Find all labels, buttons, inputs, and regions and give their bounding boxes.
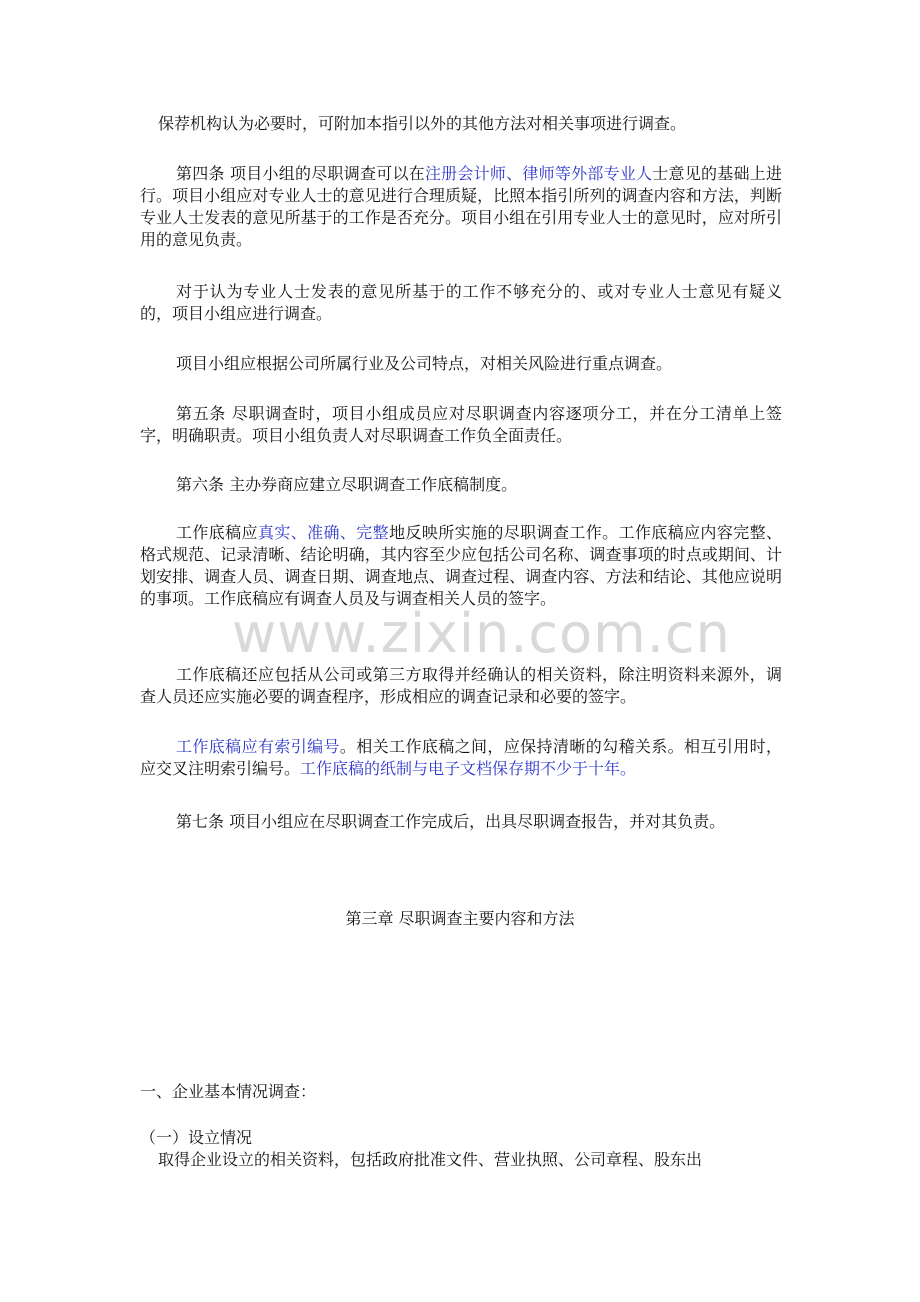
paragraph-methods: 保荐机构认为必要时，可附加本指引以外的其他方法对相关事项进行调查。: [158, 114, 687, 133]
paragraph-working-papers: 工作底稿应真实、准确、完整地反映所实施的尽职调查工作。工作底稿应内容完整、格式规范、记录清晰、结论明确，其内容至少应包括公司名称、调查事项的时点或期间、计划安排、调查人员、调查日期、调查地点、调查过程、调查内容、方法和结论、其他应说明的事项。工作底稿应有调查人员及与调查相关人员的签字。: [140, 523, 782, 608]
section-title: 一、企业基本情况调查：: [140, 1082, 317, 1101]
paragraph-article-4: 第四条 项目小组的尽职调查可以在注册会计师、律师等外部专业人士意见的基础上进行。项目小组应对专业人士的意见进行合理质疑，比照本指引所列的调查内容和方法，判断专业人士发表的意见所基于的工作是否充分。项目小组在引用专业人士的意见时，应对所引用的意见负责。: [140, 164, 782, 249]
chapter-title: 第三章 尽职调查主要内容和方法: [345, 909, 575, 928]
paragraph-article-6: 第六条 主办券商应建立尽职调查工作底稿制度。: [176, 475, 518, 494]
watermark: www.zixin.com.cn: [232, 602, 731, 665]
paragraph-article-5: 第五条 尽职调查时，项目小组成员应对尽职调查内容逐项分工，并在分工清单上签字，明确职责。项目小组负责人对尽职调查工作负全面责任。: [140, 404, 782, 445]
highlight-retention-period[interactable]: 工作底稿的纸制与电子文档保存期不少于十年。: [300, 759, 637, 778]
subsection-text: 取得企业设立的相关资料，包括政府批准文件、营业执照、公司章程、股东出: [158, 1150, 703, 1169]
paragraph-risk: 项目小组应根据公司所属行业及公司特点，对相关风险进行重点调查。: [176, 354, 673, 373]
highlight-true-accurate-complete[interactable]: 真实、准确、完整: [257, 523, 390, 542]
highlight-external-experts[interactable]: 注册会计师、律师等外部专业人: [424, 164, 653, 183]
paragraph-index: 工作底稿应有索引编号。相关工作底稿之间，应保持清晰的勾稽关系。相互引用时，应交叉注明索引编号。工作底稿的纸制与电子文档保存期不少于十年。: [140, 737, 782, 778]
subsection-title: （一）设立情况: [140, 1128, 253, 1147]
highlight-index-number[interactable]: 工作底稿应有索引编号: [176, 737, 340, 756]
paragraph-doubt: 对于认为专业人士发表的意见所基于的工作不够充分的、或对专业人士意见有疑义的，项目小组应进行调查。: [140, 282, 782, 323]
paragraph-third-party: 工作底稿还应包括从公司或第三方取得并经确认的相关资料，除注明资料来源外，调查人员还应实施必要的调查程序，形成相应的调查记录和必要的签字。: [140, 665, 782, 706]
paragraph-article-7: 第七条 项目小组应在尽职调查工作完成后，出具尽职调查报告，并对其负责。: [176, 812, 726, 831]
